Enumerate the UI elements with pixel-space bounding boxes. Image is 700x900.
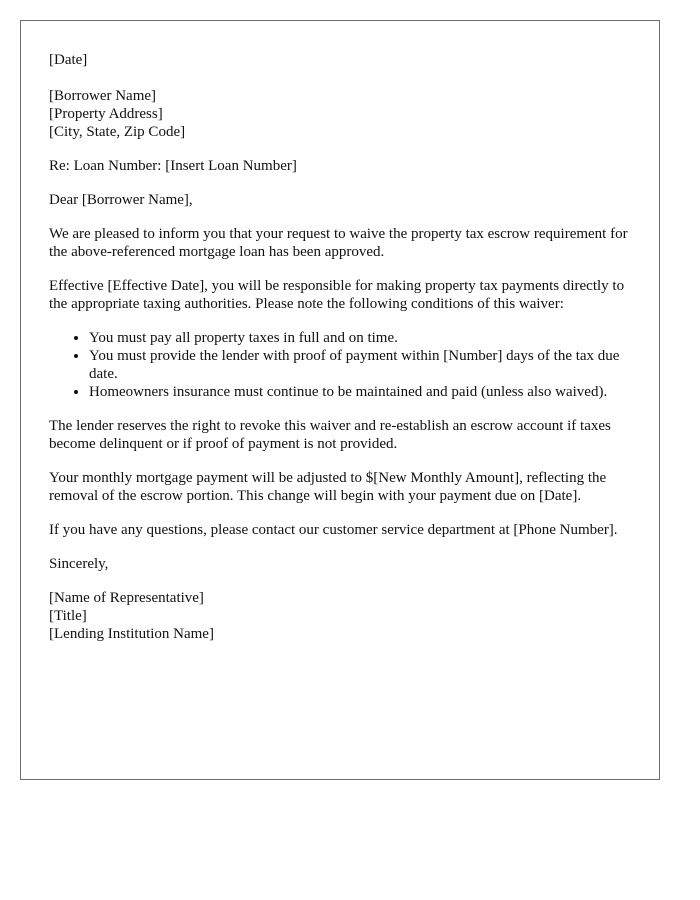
letter-date: [Date] <box>49 52 88 68</box>
condition-item: • You must provide the lender with proof of payment within [Number] days of the tax due date. <box>89 347 631 383</box>
closing: Sincerely, <box>49 556 109 572</box>
signature-block <box>49 589 631 643</box>
reference-line: Re: Loan Number: [Insert Loan Number] <box>49 158 297 174</box>
recipient-property-address: [Property Address] <box>49 106 163 122</box>
effective-paragraph: Effective [Effective Date], you will be responsible for making property tax payments directly to the appropriate taxing authorities. Please note the following conditions of this waiver: <box>49 278 625 312</box>
payment-paragraph: Your monthly mortgage payment will be adjusted to $[New Monthly Amount], reflecting the removal of the escrow portion. This change will begin with your payment due on [Date]. <box>49 470 607 504</box>
salutation: Dear [Borrower Name], <box>49 192 193 208</box>
letter-page <box>20 20 660 780</box>
condition-item: • You must pay all property taxes in full and on time. <box>89 329 631 347</box>
approval-paragraph: We are pleased to inform you that your request to waive the property tax escrow requirement for the above-referenced mortgage loan has been approved. <box>49 226 628 260</box>
recipient-address-block <box>49 87 631 141</box>
signature-representative: [Name of Representative] <box>49 590 204 606</box>
signature-institution: [Lending Institution Name] <box>49 626 214 642</box>
condition-item: • Homeowners insurance must continue to be maintained and paid (unless also waived). <box>89 383 631 401</box>
conditions-list <box>49 329 631 401</box>
recipient-name: [Borrower Name] <box>49 88 157 104</box>
questions-paragraph: If you have any questions, please contact our customer service department at [Phone Number]. <box>49 522 618 538</box>
revoke-paragraph: The lender reserves the right to revoke this waiver and re-establish an escrow account if taxes become delinquent or if proof of payment is not provided. <box>49 418 611 452</box>
signature-title: [Title] <box>49 608 87 624</box>
recipient-city-state-zip: [City, State, Zip Code] <box>49 124 186 140</box>
